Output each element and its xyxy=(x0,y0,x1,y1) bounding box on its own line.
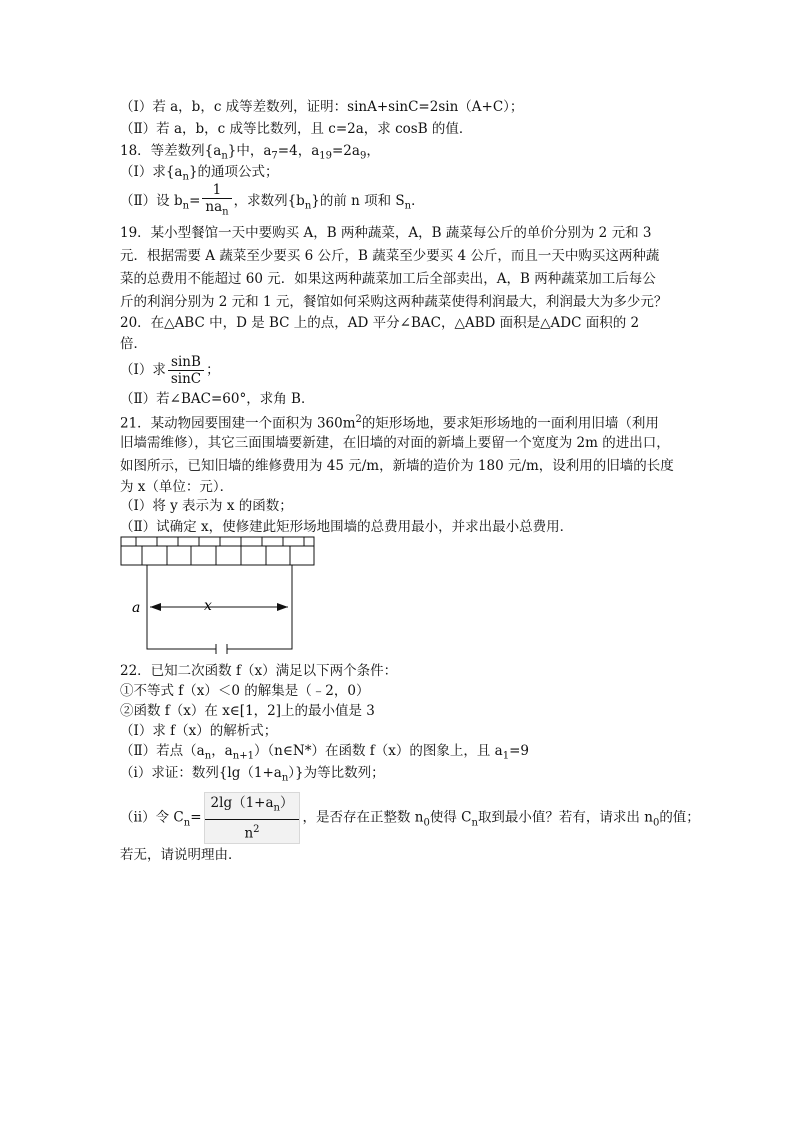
label-a: a xyxy=(132,600,141,616)
old-wall-bricks xyxy=(136,537,304,565)
q20-part-1: （Ⅰ）求 $\frac{\sin B}{\sin C}$ ； xyxy=(120,354,220,387)
q20-part-2: （Ⅱ）若∠BAC=60°，求角 B． xyxy=(120,391,315,407)
q19-line-4: 斤的利润分别为 2 元和 1 元，餐馆如何采购这两种蔬菜使得利润最大，利润最大为多少元？ xyxy=(120,294,668,310)
q20-line-2: 倍． xyxy=(120,336,147,352)
q18-stem: 18．等差数列$\{a_n\}$中，$a_7=4$，$a_{19}=2a_9$， xyxy=(120,143,380,162)
x-arrow-right-icon xyxy=(277,603,288,611)
label-x: x xyxy=(204,598,212,614)
q18-part-2: （Ⅱ）设 $b_n=$ $\frac{1}{na_n}$ ，求数列$\{b_n\}$的前 n 项和 $S_n$． xyxy=(120,182,425,225)
q21-line-2: 旧墙需维修），其它三面围墙要新建，在旧墙的对面的新墙上要留一个宽度为 2m 的进出口， xyxy=(120,435,670,451)
q21-line-4: 为 x（单位：元）． xyxy=(120,479,234,495)
q17-part-2: （Ⅱ）若 a，b，c 成等比数列，且 c=2a，求 cosB 的值． xyxy=(120,121,473,137)
x-arrow-left-icon xyxy=(150,603,161,611)
q19-line-2: 元．根据需要 A 蔬菜至少要买 6 公斤，B 蔬菜至少要买 4 公斤，而且一天中购买这两种蔬 xyxy=(120,248,660,264)
q22-condition-2: ②函数 f（x）在 x∈[1，2]上的最小值是 3 xyxy=(120,703,375,719)
q22-stem: 22．已知二次函数 f（x）满足以下两个条件： xyxy=(120,663,398,679)
q21-line-3: 如图所示，已知旧墙的维修费用为 45 元/m，新墙的造价为 180 元/m，设利用的旧墙的长度 xyxy=(120,458,674,474)
q17-part-1: （Ⅰ）若 a，b，c 成等差数列，证明：sinA+sinC=2sin（A+C）； xyxy=(120,99,524,115)
fraction-1-over-nan: $\frac{1}{na_n}$ xyxy=(202,182,231,221)
q19-line-1: 19．某小型餐馆一天中要购买 A，B 两种蔬菜，A，B 蔬菜每公斤的单价分别为 2 元和 3 xyxy=(120,225,652,241)
q21-part-2: （Ⅱ）试确定 x，使修建此矩形场地围墙的总费用最小，并求出最小总费用． xyxy=(120,519,574,535)
q22-part-2-i: （ⅰ）求证：数列$\{\lg(1+a_n)\}$为等比数列； xyxy=(120,765,385,784)
q21-line-1: 21．某动物园要围建一个面积为 $360m^2$的矩形场地，要求矩形场地的一面利用旧墙（利用 xyxy=(120,414,659,432)
fraction-sinb-over-sinc: $\frac{\sin B}{\sin C}$ xyxy=(168,354,204,387)
q22-last-line: 若无，请说明理由． xyxy=(120,847,242,863)
q20-line-1: 20．在△ABC 中，D 是 BC 上的点，AD 平分∠BAC，△ABD 面积是△ADC 面积的 2 xyxy=(120,315,640,331)
q19-line-3: 菜的总费用不能超过 60 元．如果这两种蔬菜加工后全部卖出，A，B 两种蔬菜加工后每公 xyxy=(120,271,656,287)
q18-part-1: （Ⅰ）求$\{a_n\}$的通项公式； xyxy=(120,164,279,183)
enclosure-diagram xyxy=(120,536,316,660)
q22-part-1: （Ⅰ）求 f（x）的解析式； xyxy=(120,723,278,739)
q22-condition-1: ①不等式 f（x）＜0 的解集是（﹣2，0） xyxy=(120,683,370,699)
q22-part-2: （Ⅱ）若点（$a_n$，$a_{n+1})(n\in N*)$在函数 f（x）的图象上，且 $a_1=9$ xyxy=(120,743,529,762)
q21-part-1: （Ⅰ）将 y 表示为 x 的函数； xyxy=(120,498,293,514)
fraction-cn-formula: $\frac{2\lg(1+a_n)}{n^2}$ xyxy=(204,792,301,844)
old-wall xyxy=(121,537,314,565)
q22-part-2-ii: （ⅱ）令 $C_n=$ $\frac{2\lg(1+a_n)}{n^2}$ ，是否存在正整数 $n_0$使得 $C_n$取到最小值？若有，请求出 $n_0$的值； xyxy=(120,792,700,846)
